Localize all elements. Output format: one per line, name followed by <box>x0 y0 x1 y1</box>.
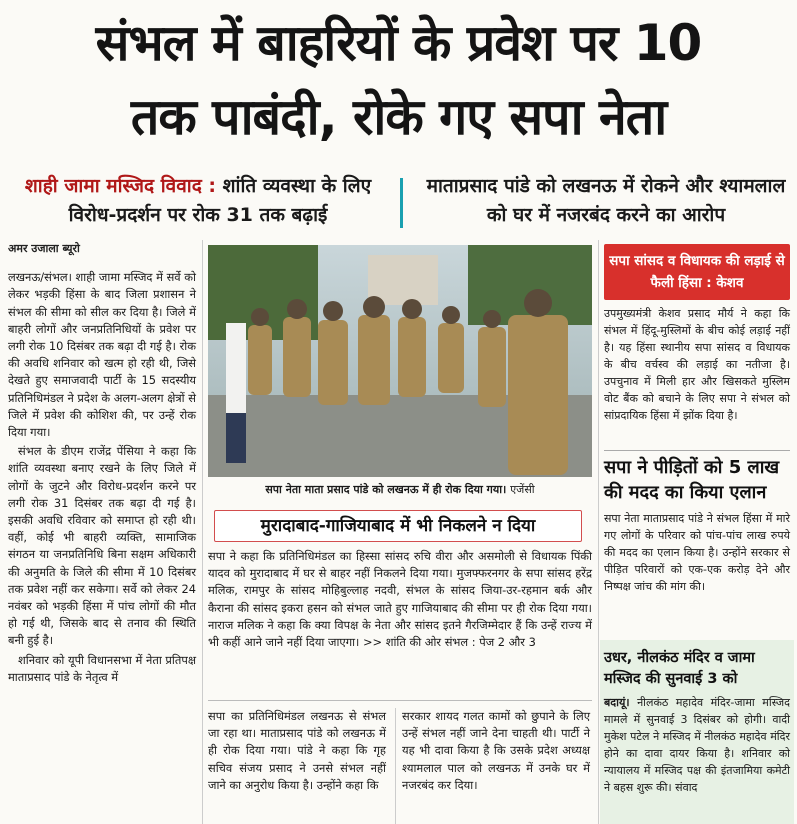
subhead-left <box>8 172 388 232</box>
column-rule <box>598 240 599 824</box>
mid-column-rule <box>395 708 396 824</box>
news-photo <box>208 245 592 477</box>
mid-column-b <box>402 708 590 794</box>
keshav-story-text: उपमुख्यमंत्री केशव प्रसाद मौर्य ने कहा कि संभल में हिंदू-मुस्लिमों के बीच कोई लड़ाई नहीं है। यह हिंसा स्थानीय सपा सांसद व विधायक के बीच वर्चस्व की लड़ाई का नतीजा है। उपचुनाव में मिली हार और खिसकते मुस्लिम वोट बैंक को बचाने के लिए सपा ने संभल को सांप्रदायिक हिंसा में झोंक दिया है। <box>604 307 790 422</box>
main-story-column <box>8 240 196 688</box>
subhead-divider <box>400 178 403 228</box>
subhead-left-text: शांति व्यवस्था के लिए विरोध-प्रदर्शन पर रोक 31 तक बढ़ाई <box>68 175 372 226</box>
hearing-dateline: बदायूं। <box>604 696 630 709</box>
mid-box-headline: मुरादाबाद-गाजियाबाद में भी निकलने न दिया <box>214 510 582 542</box>
byline: अमर उजाला ब्यूरो <box>8 242 80 255</box>
keshav-box-headline: सपा सांसद व विधायक की लड़ाई से फैली हिंसा : केशव <box>604 244 790 300</box>
story-paragraph: संभल के डीएम राजेंद्र पेंसिया ने कहा कि शांति व्यवस्था बनाए रखने के लिए जिले में लोगों के जुटने और विरोध-प्रदर्शन करने पर लगी रोक 31 दिसंबर तक बढ़ा दी गई है। इसकी अवधि रविवार को समाप्त हो रही थी। वहीं, कोई भी बाहरी व्यक्ति, सामाजिक संगठन या जनप्रतिनिधि बिना सक्षम अधिकारी की अनुमति के जिले की सीमा में 10 दिसंबर तक प्रवेश नहीं कर सकेगा। सर्वे को लेकर 24 नवंबर को भड़की हिंसा में पांच लोगों की मौत हो गई थी, जिसके बाद से तनाव की स्थिति बनी हुई है। <box>8 444 196 648</box>
story-paragraph: शनिवार को यूपी विधानसभा में नेता प्रतिपक्ष माताप्रसाद पांडे के नेतृत्व में <box>8 652 196 684</box>
photo-caption <box>208 482 592 497</box>
headline <box>0 0 797 162</box>
aid-story-text: सपा नेता माताप्रसाद पांडे ने संभल हिंसा में मारे गए लोगों के परिवार को पांच-पांच लाख रुपये की मदद का एलान किया है। उन्होंने सरकार से पीड़ित परिवारों को एक-एक करोड़ देने और निष्पक्ष जांच की मांग की। <box>604 512 790 593</box>
hearing-headline: उधर, नीलकंठ मंदिर व जामा मस्जिद की सुनवाई 3 को <box>604 650 755 687</box>
aid-headline: सपा ने पीड़ितों को 5 लाख की मदद का किया एलान <box>604 457 780 503</box>
mid-column-b-text: सरकार शायद गलत कामों को छुपाने के लिए उन्हें संभल नहीं जाने देना चाहती थी। पार्टी ने यह भी दावा किया है कि उसके प्रदेश अध्यक्ष श्यामलाल पाल को लखनऊ में उनके घर में नजरबंद कर दिया। <box>402 709 590 792</box>
hearing-story-text <box>604 694 790 796</box>
subhead-right: माताप्रसाद पांडे को लखनऊ में रोकने और श्यामलाल को घर में नजरबंद करने का आरोप <box>426 175 786 226</box>
right-rule <box>604 450 790 451</box>
mid-column-a-text: सपा का प्रतिनिधिमंडल लखनऊ से संभल जा रहा था। माताप्रसाद पांडे को लखनऊ में ही रोक दिया गया। पांडे ने कहा कि गृह सचिव संजय प्रसाद ने उनसे संभल नहीं जाने का अनुरोध किया है। उन्होंने कहा कि <box>208 709 386 792</box>
mid-story <box>208 548 592 651</box>
mid-story-paragraph: सपा ने कहा कि प्रतिनिधिमंडल का हिस्सा सांसद रुचि वीरा और असमोली से विधायक पिंकी यादव को मुरादाबाद में घर से बाहर नहीं निकलने दिया गया। मुजफ्फरनगर के सपा सांसद हरेंद्र मलिक, रामपुर के सांसद मोहिबुल्लाह नदवी, संभल के सांसद जिया-उर-रहमान बर्क और कैराना की सांसद इकरा हसन को संभल जाते हुए गाजियाबाद की सीमा पर ही रोक दिया गया। नाराज मलिक ने कहा कि क्या विपक्ष के नेता और सांसद इतने गैरजिम्मेदार हैं कि उन्हें राज्य में भी कहीं आने जाने नहीं दिया जाएगा। >> शांति की ओर संभल : पेज 2 और 3 <box>208 549 592 650</box>
hearing-story <box>604 694 790 796</box>
mid-rule <box>208 700 592 701</box>
mid-column-a <box>208 708 386 794</box>
hearing-body: नीलकंठ महादेव मंदिर-जामा मस्जिद मामले में सुनवाई 3 दिसंबर को होगी। वादी मुकेश पटेल ने मस्जिद में नीलकंठ महादेव मंदिर होने का दावा दायर किया है। शनिवार को न्यायालय में मस्जिद पक्ष की इंतजामिया कमेटी ने बहस शुरू की। संवाद <box>604 696 790 794</box>
aid-story <box>604 510 790 595</box>
caption-text: सपा नेता माता प्रसाद पांडे को लखनऊ में ही रोक दिया गया। <box>265 483 507 496</box>
column-rule <box>202 240 203 824</box>
headline-line-2: तक पाबंदी, रोके गए सपा नेता <box>130 88 667 146</box>
story-paragraph: लखनऊ/संभल। शाही जामा मस्जिद में सर्वे को लेकर भड़की हिंसा के बाद जिला प्रशासन ने संभल की सीमा को सील कर दिया है। जिले में बाहरी लोगों और जनप्रतिनिधियों के प्रवेश पर लगी रोक 10 दिसंबर तक बढ़ा दी गई है। रोक की अवधि शनिवार को खत्म हो रही थी, जिसे देखते हुए समाजवादी पार्टी के 15 सदस्यीय प्रतिनिधिमंडल ने प्रदेश के अलग-अलग क्षेत्रों से जिले में प्रवेश की कोशिश की, पर उन्हें रोक दिया गया। <box>8 270 196 440</box>
headline-line-1: संभल में बाहरियों के प्रवेश पर 10 <box>95 14 702 72</box>
caption-source: एजेंसी <box>510 483 535 496</box>
keshav-story <box>604 305 790 424</box>
photo-illustration <box>208 245 592 477</box>
subhead-left-highlight: शाही जामा मस्जिद विवाद : <box>24 175 216 197</box>
